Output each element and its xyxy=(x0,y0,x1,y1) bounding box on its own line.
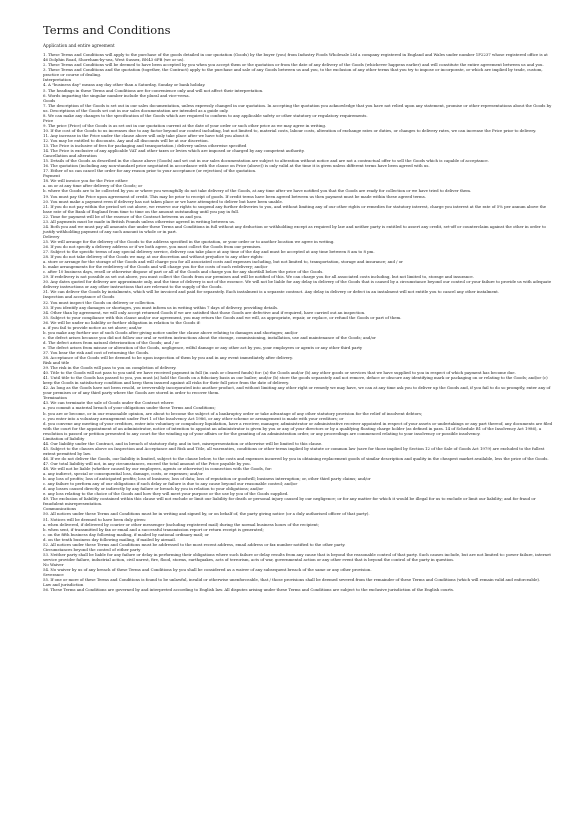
paragraph: 45. Subject to the clauses above on Inspection and Acceptance and Risk and Title, all warranties, conditions or other terms implied by statute or common law (save for those implied by Section 12 of the Sale of Goods Act 1979) are excluded to the fullest extent permitted by law. xyxy=(43,445,545,456)
paragraph: d. you convene any meeting of your creditors, enter into voluntary or compulsory liquidation, have a receiver, manager, administrator or administrative receiver appointed in respect of your assets or undertakings or any part thereof, any documents are filed with the court for the appointment of an administrator, notice of intention to appoint an administrator is given by you or any of your directors or by a qualifying floating charge holder (as defined in para. 14 of Schedule B1 of the Insolvency Act 1986), a resolution is passed or petition presented to any court for the winding up of your affairs or for the granting of an administration order, or any proceedings are commenced relating to your insolvency or possible insolvency. xyxy=(43,420,553,436)
paragraph: 32. You must inspect the Goods on delivery or collection. xyxy=(43,299,156,305)
paragraph: 43. We can terminate the sale of Goods under the Contract where: xyxy=(43,400,175,406)
paragraph: 44. Our liability under the Contract, and in breach of statutory duty, and in tort, misrepresentation or otherwise will be limited to this clause. xyxy=(43,440,323,446)
paragraph: c. the defect arises because you did not follow our oral or written instructions about the storage, commissioning, installation, use and maintenance of the Goods; and/or xyxy=(43,334,376,340)
paragraph: e. The defect arises from misuse or alteration of the Goods, negligence, wilful damage or any other act by you, your employees or agents or any other third party xyxy=(43,344,363,350)
paragraph: 14. The Price is exclusive of any applicable VAT and other taxes or levies which are imposed or charged by any competent authority. xyxy=(43,148,305,154)
paragraph: 50. All notices under these Terms and Conditions must be in writing and signed by, or on behalf of, the party giving notice (or a duly authorised officer of that party). xyxy=(43,511,370,517)
paragraph: 28. If you do not take delivery of the Goods we may, at our discretion and without prejudice to any other rights: xyxy=(43,254,264,260)
paragraph: Limitation of liability xyxy=(43,435,85,441)
paragraph: Termination xyxy=(43,395,67,401)
paragraph: 56. These Terms and Conditions are governed by and interpreted according to English law. All disputes arising under these Terms and Conditions are subject to the exclusive jurisdiction of the English courts. xyxy=(43,587,455,593)
paragraph: c. any failure to perform any of our obligations if such delay or failure is due to any cause beyond our reasonable control; and/or xyxy=(43,481,298,487)
paragraph: Communications xyxy=(43,506,77,512)
paragraph: 35. Subject to your compliance with this clause and/or our agreement, you may return the Goods and we will, as appropriate, repair, or replace, or refund the Goods or part of them. xyxy=(43,314,402,320)
paragraph: a. on or at any time after delivery of the Goods; or xyxy=(43,183,143,189)
paragraph: Cancellation and alteration xyxy=(43,153,97,159)
paragraph: 36. We will be under no liability or further obligation in relation to the Goods if: xyxy=(43,319,201,325)
paragraph: b. make arrangements for the redelivery of the Goods and will charge you for the costs of such redelivery; and/or xyxy=(43,264,268,270)
paragraph: 46. If we do not deliver the Goods, our liability is limited, subject to the clause below, to the costs and expenses incurred by you in obtaining replacement goods of similar description and quality in the cheapest market available, less the price of the Goods. xyxy=(43,455,549,461)
section-heading-application: Application and entire agreement xyxy=(43,43,115,48)
paragraph: 48. We will not be liable (whether caused by our employees, agents or otherwise) in connection with the Goods, for: xyxy=(43,466,273,472)
paragraph: 7. The description of the Goods is set out in our sales documentation, unless expressly changed in our quotation. In accepting the quotation you acknowledge that you have not relied upon any statement, promise or other representations about the Goods by us. Descriptions of the Goods set out in our sales documentation are intended as a guide only. xyxy=(43,102,552,113)
paragraph: 2. These Terms and Conditions will be deemed to have been accepted by you when you accept them or the quotation or from the date of any delivery of the Goods (whichever happens earlier) and will constitute the entire agreement between us and you. xyxy=(43,62,544,68)
paragraph: 19. You must pay the Price upon agreement of credit. This may be prior to receipt of goods. If credit terms have been agreed between us then payment must be made within these agreed terms. xyxy=(43,193,426,199)
paragraph: 18. We will invoice you for the Price either: xyxy=(43,178,129,184)
page-title: Terms and Conditions xyxy=(43,23,171,37)
paragraph: b. where the Goods are to be collected by you or where you wrongfully do not take delivery of the Goods, at any time after we have notified you that the Goods are ready for collection or we have tried to deliver them. xyxy=(43,188,472,194)
paragraph: d. The defect arises from natural deterioration of the Goods; and / or xyxy=(43,339,180,345)
paragraph: a. if you fail to provide notice as set above; and/or xyxy=(43,324,142,330)
paragraph: c. you enter into a voluntary arrangement under Part 1 of the Insolvency Act 1986, or any other scheme or arrangement is made with your creditors; or xyxy=(43,415,344,421)
paragraph: 5. The headings in these Terms and Conditions are for convenience only and will not affect their interpretation. xyxy=(43,87,264,93)
paragraph: 15. Details of the Goods as described in the clause above (Goods) and set out in our sales documentation are subject to alteration without notice and are not a contractual offer to sell the Goods which is capable of acceptance. xyxy=(43,158,489,164)
paragraph: 4. A "business day" means any day other than a Saturday, Sunday or bank holiday. xyxy=(43,82,206,88)
paragraph: Law and jurisdiction xyxy=(43,582,84,588)
paragraph: 26. If you do not specify a delivery address or if we both agree, you must collect the Goods from our premises. xyxy=(43,243,262,249)
paragraph: 53. Neither party shall be liable for any failure or delay in performing their obligations where such failure or delay results from any cause that is beyond the reasonable control of that party. Such causes include, but are not limited to: power failure, internet service provider failure, industrial action, civil unrest, fire, flood, storms, earthquakes, acts of terrorism, acts of war, governmental action or any other event that is beyond the control of the party in question. xyxy=(43,551,551,562)
paragraph: 27. Subject to the specific terms of any special delivery service, delivery can take place at any time of the day and must be accepted at any time between 8 am to 8 pm. xyxy=(43,249,375,255)
paragraph: Risk and title xyxy=(43,360,70,366)
paragraph: Interpretation xyxy=(43,77,71,83)
paragraph: 55. If one or more of these Terms and Conditions is found to be unlawful, invalid or otherwise unenforceable, that / those provisions shall be deemed severed from the remainder of these Terms and Conditions (which will remain valid and enforceable). xyxy=(43,577,541,583)
paragraph: c. after 10 business days, resell or otherwise dispose of part or all of the Goods and charge you for any shortfall below the price of the Goods. xyxy=(43,269,324,275)
paragraph: 40. Title to the Goods will not pass to you until we have received payment in full (in cash or cleared funds) for: (a) the Goods and/or (b) any other goods or services that we have supplied to you in respect of which payment has become due. xyxy=(43,370,516,376)
paragraph: 54. No waiver by us of any breach of these Terms and Conditions by you shall be considered as a waiver of any subsequent breach of the same or any other provision. xyxy=(43,566,372,572)
paragraph: 23. All payments must be made in British Pounds unless otherwise agreed in writing between us. xyxy=(43,218,236,224)
paragraph: 39. The risk in the Goods will pass to you on completion of delivery. xyxy=(43,365,177,371)
paragraph: 1. These Terms and Conditions will apply to the purchase of the goods detailed in our quotation (Goods) by the buyer (you) from Industry Foods Wholesale Ltd a company registered in England and Wales under number 1P2237 whose registered office is at 46 Dolphin Road, Shoreham-by-sea, West Sussex, BN43 6PB (we or us). xyxy=(43,52,548,63)
paragraph: No Waiver xyxy=(43,561,64,567)
paragraph: 30. Any dates quoted for delivery are approximate only, and the time of delivery is not of the essence. We will not be liable for any delay in delivery of the Goods that is caused by a circumstance beyond our control or your failure to provide us with adequate delivery instructions or any other instructions that are relevant to the supply of the Goods. xyxy=(43,279,552,290)
paragraph: 21. If you do not pay within the period set out above, we reserve our rights to suspend any further deliveries to you, and without limiting any of our other rights or remedies for statutory interest, charge you interest at the rate of 5% per annum above the base rate of the Bank of England from time to time on the amount outstanding until you pay in full. xyxy=(43,203,547,214)
paragraph: Circumstances beyond the control of either party xyxy=(43,546,141,552)
paragraph: 12. You may be entitled to discounts. Any and all discounts will be at our discretion. xyxy=(43,138,209,143)
paragraph: 31. We can deliver the Goods by instalments, which will be invoiced and paid for separately. Each instalment is a separate contract. Any delay in delivery or defect in an instalment will not entitle you to cancel any other instalment. xyxy=(43,289,500,295)
paragraph: e. any loss relating to the choice of the Goods and how they will meet your purpose or the use by you of the Goods supplied. xyxy=(43,491,289,497)
paragraph: 16. The quotation (including any non-standard price negotiated in accordance with the clause on Price (above)) is only valid at the time it is given unless different terms have been agreed with us. xyxy=(43,163,430,169)
paragraph: Goods xyxy=(43,97,56,103)
paragraph: 49. The exclusion of liability contained within this clause will not exclude or limit our liability for death or personal injury caused by our negligence; or for any matter for which it would be illegal for us to exclude or limit our liability; and for fraud or fraudulent misrepresentation. xyxy=(43,496,536,507)
paragraph: a. you commit a material breach of your obligations under these Terms and Conditions; xyxy=(43,405,216,411)
paragraph: 11. Any increase in the Price under the clause above will only take place after we have told you about it. xyxy=(43,132,250,138)
paragraph: a. any indirect, special or consequential loss, damage, costs, or expenses; and/or xyxy=(43,471,203,477)
paragraph: b. you make any further use of such Goods after giving notice under the clause above relating to damages and shortages; and/or xyxy=(43,329,298,335)
paragraph: 41. Until title to the Goods has passed to you, you must (a) hold the Goods on a fiduciary basis as our bailee; and/or (b) store the goods separately and not remove, deface or obscure any identifying mark or packaging on or relating to the Goods; and/or (c) keep the Goods in satisfactory condition and keep them insured against all risks for their full price from the date of delivery. xyxy=(43,375,548,386)
paragraph: 29. If redelivery is not possible as set out above, you must collect the Goods from our premises and will be notified of this. We can charge you for all associated costs including, but not limited to, storage and insurance. xyxy=(43,274,474,280)
paragraph: d. any losses caused directly or indirectly by any failure or breach by you in relation to your obligations; and/or xyxy=(43,486,264,492)
paragraph: Inspection and acceptance of Goods xyxy=(43,294,115,300)
paragraph: 51. Notices will be deemed to have been duly given: xyxy=(43,516,147,522)
paragraph: 37. You bear the risk and cost of returning the Goods. xyxy=(43,349,150,355)
paragraph: 9. The price (Price) of the Goods is as set out in our quotation current at the date of your order or such other price as we may agree in writing. xyxy=(43,122,327,128)
paragraph: d. on the tenth business day following mailing, if mailed by airmail. xyxy=(43,536,177,542)
paragraph: Payment xyxy=(43,173,61,179)
paragraph: 25. We will arrange for the delivery of the Goods to the address specified in the quotation, or your order or to another location we agree in writing. xyxy=(43,238,335,244)
paragraph: 34. Other than by agreement, we will only accept returned Goods if we are satisfied that those Goods are defective and if required, have carried out an inspection. xyxy=(43,309,366,315)
paragraph: Delivery xyxy=(43,233,60,239)
document-body xyxy=(43,52,553,592)
paragraph: 42. As long as the Goods have not been resold, or irreversibly incorporated into another product, and without limiting any other right or remedy we may have, we can at any time ask you to deliver up the Goods and, if you fail to do so promptly, enter any of your premises or of any third party where the Goods are stored in order to recover them. xyxy=(43,385,551,396)
paragraph: 24. Both you and we must pay all amounts due under these Terms and Conditions in full without any deduction or withholding except as required by law and neither party is entitled to assert any credit, set-off or counterclaim against the other in order to justify withholding payment of any such amount in whole or in part. xyxy=(43,223,546,234)
paragraph: 17. Either of us can cancel the order for any reason prior to your acceptance (or rejection) of the quotation. xyxy=(43,168,257,174)
paragraph: 8. We can make any changes to the specification of the Goods which are required to conform to any applicable safety or other statutory or regulatory requirements. xyxy=(43,112,368,118)
paragraph: b. when sent, if transmitted by fax or email and a successful transmission report or return receipt is generated; xyxy=(43,526,264,532)
paragraph: 10. If the cost of the Goods to us increases due to any factor beyond our control including, but not limited to, material costs, labour costs, alteration of exchange rates or duties, or changes to delivery rates, we can increase the Price prior to delivery. xyxy=(43,127,537,133)
paragraph: b. any loss of profits; loss of anticipated profits; loss of business; loss of data; loss of reputation or goodwill; business interruption; or, other third party claims; and/or xyxy=(43,476,371,482)
paragraph: Price xyxy=(43,117,54,123)
paragraph: 33. If you identify any damages or shortages, you must inform us in writing within 7 days of delivery, providing details. xyxy=(43,304,279,310)
paragraph: a. when delivered, if delivered by courier or other messenger (including registered mail) during the normal business hours of the recipient; xyxy=(43,521,320,527)
paragraph: 52. All notices under these Terms and Conditions must be addressed to the most recent address, email address or fax number notified to the other party. xyxy=(43,541,346,547)
paragraph: 22. Time for payment will be of the essence of the Contract between us and you. xyxy=(43,213,203,219)
paragraph: 13. The Price is inclusive of fees for packaging and transportation / delivery unless otherwise specified xyxy=(43,143,247,149)
paragraph: a. store or arrange for the storage of the Goods and will charge you for all associated costs and expenses including, but not limited to, transportation, storage and insurance; and / or xyxy=(43,259,403,265)
paragraph: 3. These Terms and Conditions and the quotation (together, the Contract) apply to the purchase and sale of any Goods between us and you, to the exclusion of any other terms that you try to impose or incorporate, or which are implied by trade, custom, practice or course of dealing. xyxy=(43,67,543,78)
paragraph: 47. Our total liability will not, in any circumstances, exceed the total amount of the Price payable by you. xyxy=(43,461,251,466)
paragraph: c. on the fifth business day following mailing, if mailed by national ordinary mail; or xyxy=(43,531,209,537)
paragraph: 38. Acceptance of the Goods will be deemed to be upon inspection of them by you and in any event immediately after delivery. xyxy=(43,355,293,361)
paragraph: 20. You must make a payment even if delivery has not taken place or we have attempted to deliver but have been unable. xyxy=(43,198,284,204)
paragraph: Severance xyxy=(43,572,64,578)
paragraph: 6. Words imparting the singular number include the plural and vice-versa. xyxy=(43,92,190,98)
paragraph: b. you are or become, or in our reasonable opinion, are about to become the subject of a bankruptcy order or take advantage of any other statutory provision for the relief of insolvent debtors; xyxy=(43,410,423,416)
